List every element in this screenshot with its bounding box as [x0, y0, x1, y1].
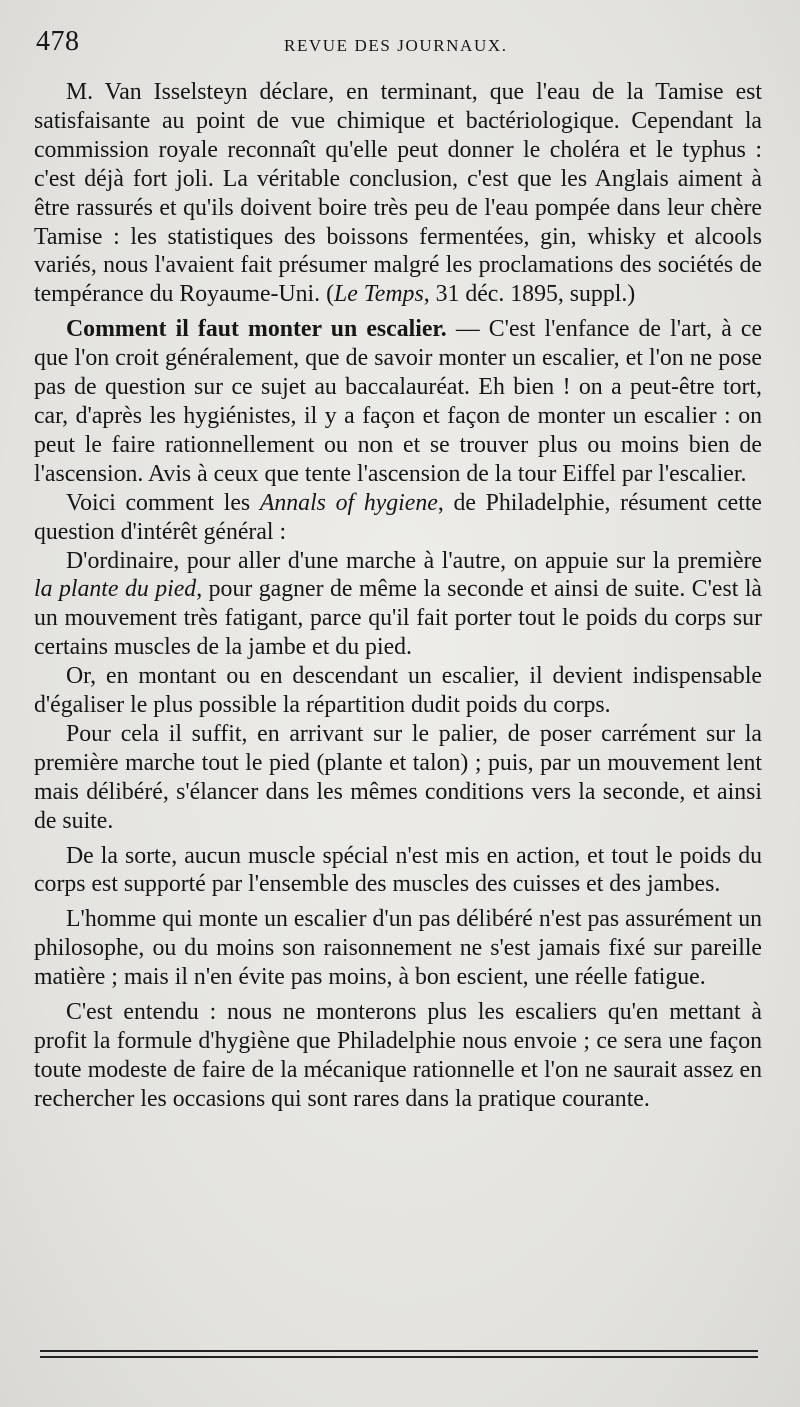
paragraph-annals — [34, 489, 762, 547]
page-number: 478 — [36, 26, 80, 57]
paragraph-muscles: De la sorte, aucun muscle spécial n'est mis en action, et tout le poids du corps est supporté par l'ensemble des muscles des cuisses et des jambes. — [34, 842, 762, 898]
paragraph-weight-distribution: Or, en montant ou en descendant un escalier, il devient indispensable d'égaliser le plus possible la répartition dudit poids du corps. — [34, 663, 762, 719]
journal-reference: Annals of hygiene — [259, 489, 438, 516]
paragraph-text: — C'est l'enfance de l'art, à ce que l'on croit généralement, que de savoir monter un escalier, et l'on ne pose pas de question sur ce sujet au baccalauréat. Eh bien ! on a peut-être tort, car, d'après les hygiénistes, il y a façon et façon de monter un escalier : on peut le faire rationnellement ou non et se trouver plus ou moins bien de l'ascension. Avis à ceux que tente l'ascension de la tour Eiffel par l'escalier. — [34, 316, 763, 487]
source-citation: , 31 déc. 1895, suppl.) — [423, 281, 636, 308]
paragraph-staircase-intro — [34, 315, 762, 488]
paragraph-thames-water — [34, 78, 762, 309]
source-title: Le Temps — [334, 281, 424, 308]
running-head — [36, 26, 740, 66]
italic-term: la plante du pied — [34, 576, 197, 603]
section-heading: Comment il faut monter un escalier. — [66, 316, 447, 343]
paragraph-text: , de Philadelphie, résument cette question d'intérêt général : — [34, 489, 762, 545]
paragraph-philosopher: L'homme qui monte un escalier d'un pas délibéré n'est pas assurément un philosophe, ou du moins son raisonnement ne s'est jamais fixé sur pareille matière ; mais il n'en évite pas moins, à bon escient, une réelle fatigue. — [34, 906, 762, 991]
double-rule-divider — [40, 1350, 758, 1358]
paragraph-conclusion: C'est entendu : nous ne monterons plus les escaliers qu'en mettant à profit la formule d'hygiène que Philadelphie nous envoie ; ce sera une façon toute modeste de faire de la mécanique rationnelle et l'on ne saurait assez en rechercher les occasions qui sont rares dans la pratique courante. — [34, 999, 762, 1112]
journal-title: REVUE DES JOURNAUX. — [284, 36, 508, 55]
article-body — [34, 78, 762, 1114]
paragraph-ordinary-method — [34, 547, 762, 663]
paragraph-text: Voici comment les — [66, 489, 260, 516]
paragraph-method: Pour cela il suffit, en arrivant sur le palier, de poser carrément sur la première marche tout le pied (plante et talon) ; puis, par un mouvement lent mais délibéré, s'élancer dans les mêmes conditions vers la seconde, et ainsi de suite. — [34, 720, 762, 834]
paragraph-text: D'ordinaire, pour aller d'une marche à l'autre, on appuie sur la première — [66, 547, 762, 574]
paragraph-text: , pour gagner de même la seconde et ainsi de suite. C'est là un mouvement très fatigant, parce qu'il fait porter tout le poids du corps sur certains muscles de la jambe et du pied. — [34, 576, 762, 661]
paragraph-text: M. Van Isselsteyn déclare, en terminant, que l'eau de la Tamise est satisfaisante au point de vue chimique et bactériologique. Cependant la commission royale reconnaît qu'elle peut donner le choléra et le typhus : c'est déjà fort joli. La véritable conclusion, c'est que les Anglais aiment à être rassurés et qu'ils doivent boire très peu de l'eau pompée dans leur chère Tamise : les statistiques des boissons fermentées, gin, whisky et alcools variés, nous l'avaient fait présumer malgré les proclamations des sociétés de tempérance du Royaume-Uni. ( — [34, 79, 762, 308]
